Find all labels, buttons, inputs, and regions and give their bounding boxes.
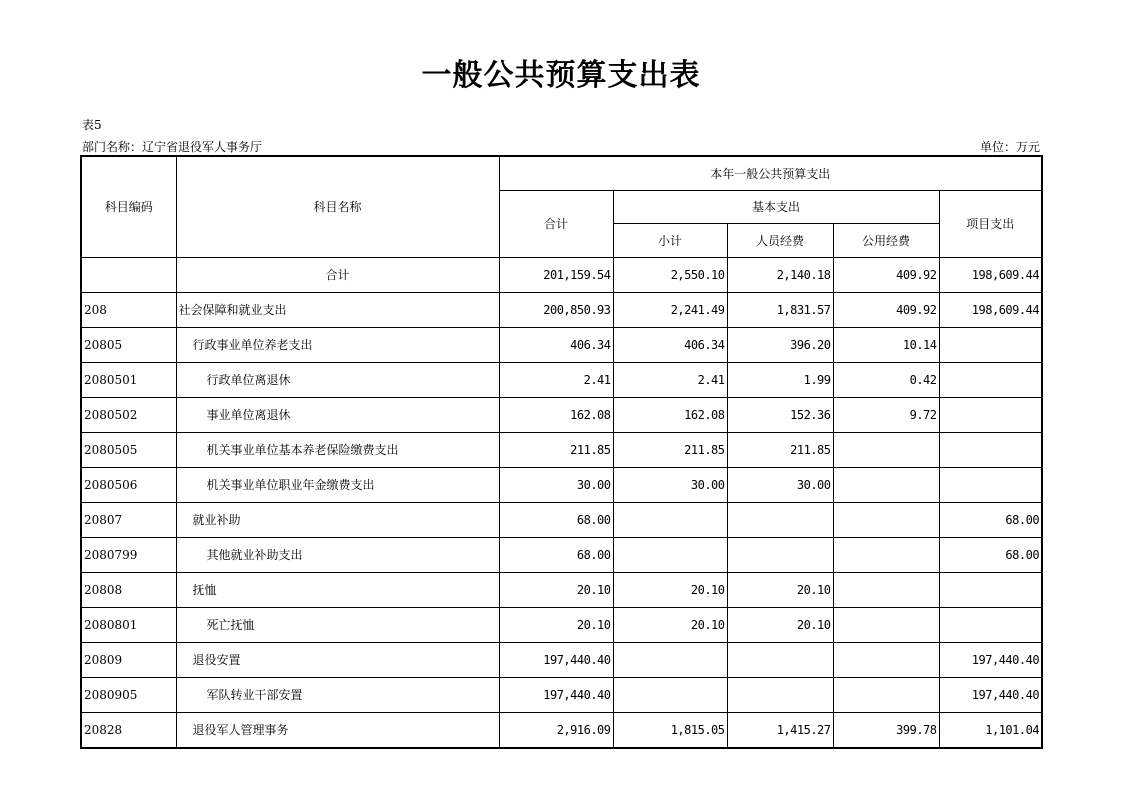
row-public: 0.42 [833, 362, 939, 397]
total-row-code [81, 257, 176, 292]
table-row [81, 712, 1042, 748]
row-subtotal: 30.00 [613, 467, 727, 502]
unit-label: 单位：万元 [979, 140, 1040, 154]
header-project: 项目支出 [939, 190, 1042, 257]
budget-table [80, 155, 1043, 749]
row-public [833, 572, 939, 607]
total-row-label: 合计 [176, 257, 499, 292]
row-project: 1,101.04 [939, 712, 1042, 748]
row-name: 抚恤 [176, 572, 499, 607]
row-project [939, 362, 1042, 397]
row-code: 2080501 [81, 362, 176, 397]
table-row [81, 292, 1042, 327]
table-row [81, 397, 1042, 432]
row-code: 2080502 [81, 397, 176, 432]
row-name: 行政事业单位养老支出 [176, 327, 499, 362]
row-code: 20828 [81, 712, 176, 748]
header-group: 本年一般公共预算支出 [499, 156, 1042, 190]
header-name: 科目名称 [176, 156, 499, 257]
row-total: 68.00 [499, 502, 613, 537]
row-name: 行政单位离退休 [176, 362, 499, 397]
total-row-public: 409.92 [833, 257, 939, 292]
row-total: 197,440.40 [499, 642, 613, 677]
row-code: 2080505 [81, 432, 176, 467]
row-public [833, 607, 939, 642]
row-public [833, 677, 939, 712]
row-name: 其他就业补助支出 [176, 537, 499, 572]
total-row-personnel: 2,140.18 [727, 257, 833, 292]
row-personnel: 1.99 [727, 362, 833, 397]
row-subtotal: 211.85 [613, 432, 727, 467]
row-project: 198,609.44 [939, 292, 1042, 327]
page-title: 一般公共预算支出表 [421, 58, 701, 93]
row-name: 退役军人管理事务 [176, 712, 499, 748]
row-public [833, 467, 939, 502]
table-row [81, 432, 1042, 467]
row-name: 就业补助 [176, 502, 499, 537]
row-total: 68.00 [499, 537, 613, 572]
row-subtotal: 406.34 [613, 327, 727, 362]
row-public [833, 502, 939, 537]
row-code: 20808 [81, 572, 176, 607]
row-public: 9.72 [833, 397, 939, 432]
row-project [939, 467, 1042, 502]
row-total: 162.08 [499, 397, 613, 432]
row-public [833, 537, 939, 572]
row-name: 军队转业干部安置 [176, 677, 499, 712]
table-row [81, 537, 1042, 572]
header-public: 公用经费 [833, 223, 939, 257]
row-public: 399.78 [833, 712, 939, 748]
row-code: 2080905 [81, 677, 176, 712]
header-total: 合计 [499, 190, 613, 257]
row-project [939, 327, 1042, 362]
row-total: 2,916.09 [499, 712, 613, 748]
row-project [939, 397, 1042, 432]
total-row-subtotal: 2,550.10 [613, 257, 727, 292]
row-total: 30.00 [499, 467, 613, 502]
row-subtotal [613, 537, 727, 572]
row-total: 197,440.40 [499, 677, 613, 712]
row-total: 211.85 [499, 432, 613, 467]
row-personnel: 211.85 [727, 432, 833, 467]
total-row-project: 198,609.44 [939, 257, 1042, 292]
row-project [939, 572, 1042, 607]
table-row [81, 327, 1042, 362]
row-personnel: 30.00 [727, 467, 833, 502]
row-total: 20.10 [499, 607, 613, 642]
row-subtotal [613, 677, 727, 712]
row-public [833, 432, 939, 467]
row-subtotal: 1,815.05 [613, 712, 727, 748]
row-personnel: 20.10 [727, 572, 833, 607]
department-label: 部门名称：辽宁省退役军人事务厅 [82, 140, 263, 154]
row-name: 退役安置 [176, 642, 499, 677]
table-row [81, 362, 1042, 397]
header-subtotal: 小计 [613, 223, 727, 257]
header-personnel: 人员经费 [727, 223, 833, 257]
table-number: 表5 [82, 118, 102, 132]
table-row [81, 607, 1042, 642]
table-row [81, 572, 1042, 607]
row-code: 2080801 [81, 607, 176, 642]
row-total: 2.41 [499, 362, 613, 397]
row-code: 20805 [81, 327, 176, 362]
row-project: 197,440.40 [939, 642, 1042, 677]
row-project: 197,440.40 [939, 677, 1042, 712]
row-subtotal: 20.10 [613, 607, 727, 642]
table-row [81, 467, 1042, 502]
row-subtotal: 2,241.49 [613, 292, 727, 327]
row-name: 机关事业单位基本养老保险缴费支出 [176, 432, 499, 467]
row-project [939, 607, 1042, 642]
row-personnel: 152.36 [727, 397, 833, 432]
row-personnel: 396.20 [727, 327, 833, 362]
row-name: 机关事业单位职业年金缴费支出 [176, 467, 499, 502]
row-total: 406.34 [499, 327, 613, 362]
table-row [81, 502, 1042, 537]
row-subtotal: 162.08 [613, 397, 727, 432]
row-subtotal: 2.41 [613, 362, 727, 397]
row-name: 死亡抚恤 [176, 607, 499, 642]
total-row [81, 257, 1042, 292]
row-code: 208 [81, 292, 176, 327]
row-public: 10.14 [833, 327, 939, 362]
row-public: 409.92 [833, 292, 939, 327]
row-total: 20.10 [499, 572, 613, 607]
row-project [939, 432, 1042, 467]
row-public [833, 642, 939, 677]
row-subtotal: 20.10 [613, 572, 727, 607]
row-personnel [727, 502, 833, 537]
row-personnel [727, 677, 833, 712]
row-personnel: 20.10 [727, 607, 833, 642]
table-row [81, 642, 1042, 677]
row-code: 20807 [81, 502, 176, 537]
row-name: 社会保障和就业支出 [176, 292, 499, 327]
row-total: 200,850.93 [499, 292, 613, 327]
row-name: 事业单位离退休 [176, 397, 499, 432]
row-personnel: 1,415.27 [727, 712, 833, 748]
row-code: 20809 [81, 642, 176, 677]
header-basic: 基本支出 [613, 190, 939, 223]
row-personnel: 1,831.57 [727, 292, 833, 327]
total-row-total: 201,159.54 [499, 257, 613, 292]
row-project: 68.00 [939, 502, 1042, 537]
row-personnel [727, 537, 833, 572]
row-code: 2080799 [81, 537, 176, 572]
row-subtotal [613, 642, 727, 677]
table-row [81, 677, 1042, 712]
row-code: 2080506 [81, 467, 176, 502]
row-subtotal [613, 502, 727, 537]
row-project: 68.00 [939, 537, 1042, 572]
header-code: 科目编码 [81, 156, 176, 257]
row-personnel [727, 642, 833, 677]
